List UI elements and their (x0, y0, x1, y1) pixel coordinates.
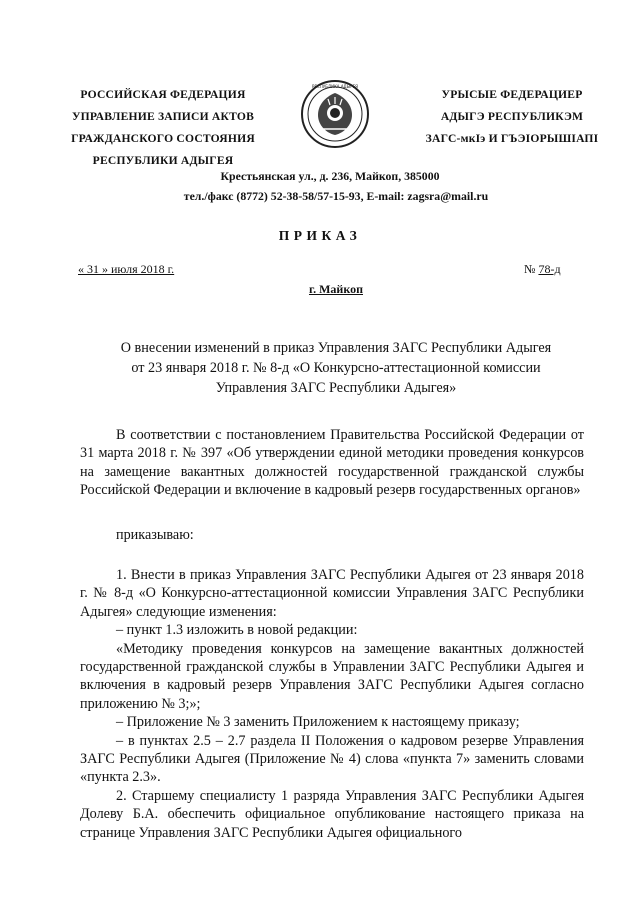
subject-line: Управления ЗАГС Республики Адыгея» (215, 380, 457, 396)
header-right-line: УРЫСЫЕ ФЕДЕРАЦИЕР (441, 88, 583, 101)
document-title: ПРИКАЗ (278, 228, 362, 243)
header-right-block (414, 84, 610, 150)
header-right-line: ЗАГС-мкIэ И ГЪЭIОРЫШIАПI (425, 132, 599, 145)
header-left-line: РОССИЙСКАЯ ФЕДЕРАЦИЯ (80, 88, 246, 101)
preamble-text: В соответствии с постановлением Правительства Российской Федерации от 31 марта 2018 г. № 397 «Об утверждении единой методики проведения конкурсов на замещение вакантных должностей государственной гражданской службы Российской Федерации и включение в кадровый резерв государственных органов» (80, 427, 584, 499)
paragraph: 1. Внести в приказ Управления ЗАГС Республики Адыгея от 23 января 2018 г. № 8-д «О Конкурсно-аттестационной комиссии Управления ЗАГС Республики Адыгея» следующие изменения: (80, 567, 584, 620)
preamble-paragraph (80, 426, 584, 500)
subject-line: от 23 января 2018 г. № 8-д «О Конкурсно-аттестационной комиссии (131, 360, 541, 376)
paragraph: – в пунктах 2.5 – 2.7 раздела II Положения о кадровом резерве Управления ЗАГС Республики Адыгея (Приложение № 4) слова «пункта 7» заменить словами «пункта 2.3». (80, 732, 584, 786)
paragraph: «Методику проведения конкурсов на замещение вакантных должностей государственной гражданской службы в Управлении ЗАГС Республики Адыгея и включения в кадровый резерв Управления ЗАГС Республики Адыгея согласно приложению № 3;»; (80, 640, 584, 712)
document-subject (86, 338, 586, 398)
number-value: 78-д (538, 262, 561, 276)
header-right-line: АДЫГЭ РЕСПУБЛИКЭМ (440, 110, 584, 123)
paragraph: – Приложение № 3 заменить Приложением к настоящему приказу; (116, 714, 520, 731)
header-left-block (56, 84, 270, 172)
paragraph: 2. Старшему специалисту 1 разряда Управления ЗАГС Республики Адыгея Долеву Б.А. обеспечить официальное опубликование настоящего приказа на странице Управления ЗАГС Республики Адыгея официального (80, 787, 584, 841)
document-city: г. Майкоп (308, 282, 363, 296)
document-number (524, 262, 561, 277)
header-left-line: ГРАЖДАНСКОГО СОСТОЯНИЯ (71, 132, 255, 145)
body-paragraphs (80, 566, 584, 842)
address-line: Крестьянская ул., д. 236, Майкоп, 385000 (220, 169, 440, 183)
svg-text:РЕСПУБЛИКА АДЫГЕЯ: РЕСПУБЛИКА АДЫГЕЯ (312, 84, 358, 89)
order-word: приказываю: (116, 527, 194, 543)
subject-line: О внесении изменений в приказ Управления ЗАГС Республики Адыгея (120, 340, 552, 356)
header-left-line: УПРАВЛЕНИЕ ЗАПИСИ АКТОВ (71, 110, 255, 123)
paragraph: – пункт 1.3 изложить в новой редакции: (116, 622, 358, 639)
contacts-line: тел./факс (8772) 52-38-58/57-15-93, E-mail: zagsra@mail.ru (183, 189, 489, 203)
header-left-line: РЕСПУБЛИКИ АДЫГЕЯ (92, 154, 234, 167)
number-prefix: № (524, 262, 539, 276)
document-date: « 31 » июля 2018 г. (78, 262, 175, 276)
coat-of-arms-icon (300, 79, 370, 149)
order-word-block (80, 526, 584, 544)
